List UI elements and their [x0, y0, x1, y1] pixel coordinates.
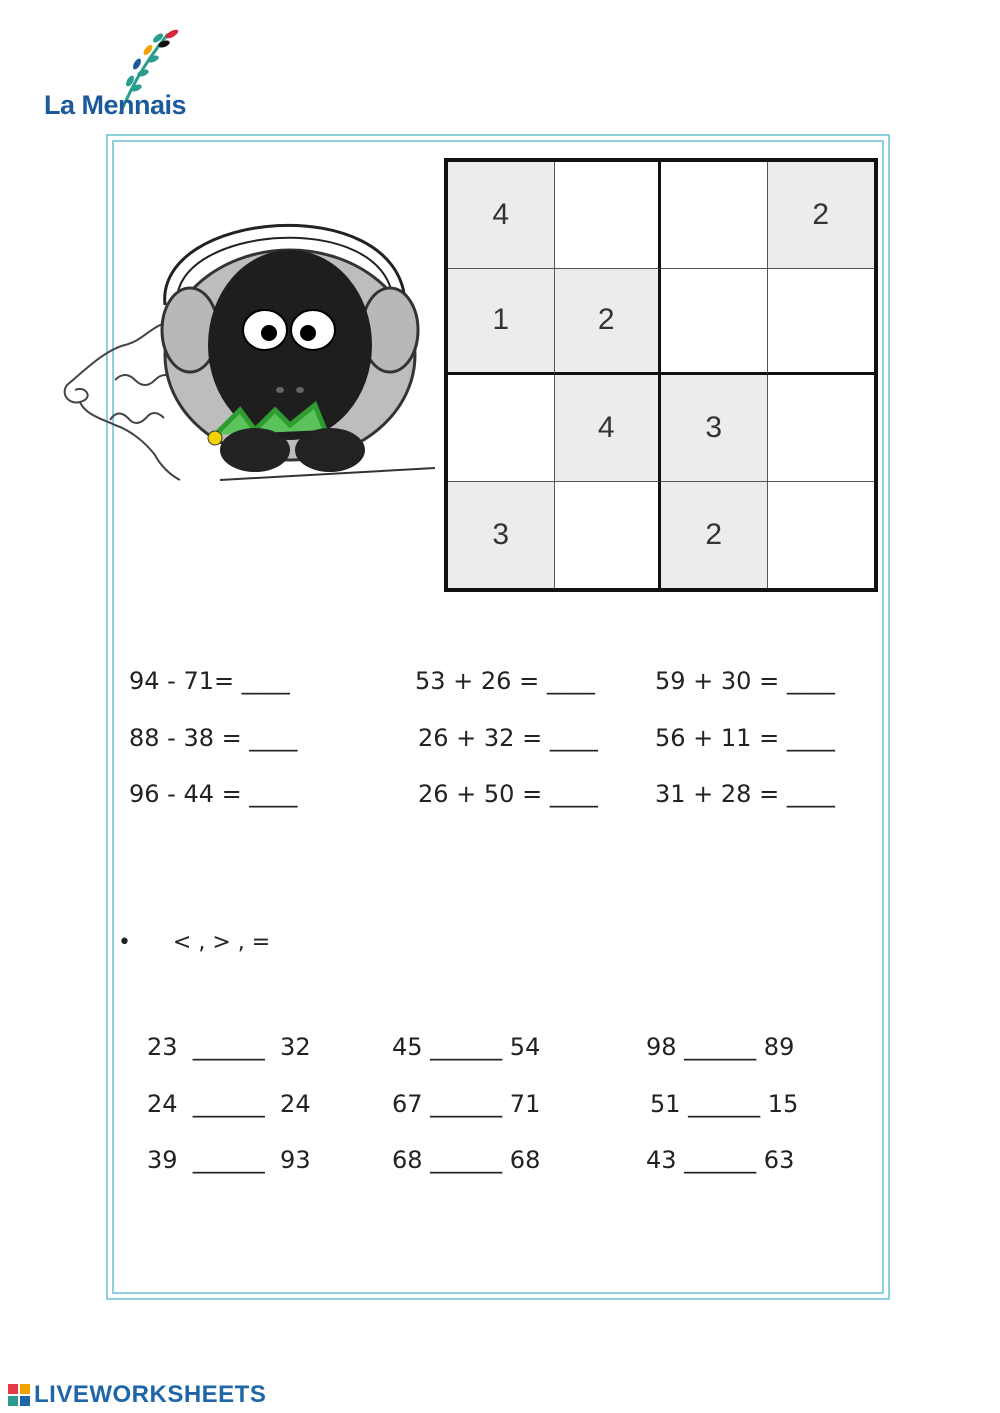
compare-symbols-hint: • < , > , =	[118, 930, 271, 955]
logo-text: La Mennais	[44, 90, 187, 120]
comparison-3-1: 39 ______ 93	[147, 1146, 311, 1174]
sudoku-cell[interactable]	[661, 162, 768, 269]
sudoku-cell[interactable]	[661, 269, 768, 376]
footer-brand-text: LIVEWORKSHEETS	[34, 1381, 267, 1408]
sudoku-cell[interactable]	[448, 375, 555, 482]
comparison-3-2: 68 ______ 68	[392, 1146, 541, 1174]
footer-brand	[8, 1380, 266, 1410]
sudoku-cell: 2	[768, 162, 875, 269]
sudoku-cell[interactable]	[768, 482, 875, 589]
equation-3-1: 96 - 44 = ____	[129, 780, 298, 808]
sudoku-cell: 2	[555, 269, 662, 376]
sheep-with-headphones-icon	[55, 180, 440, 490]
sudoku-cell[interactable]	[768, 375, 875, 482]
comparison-1-3: 98 ______ 89	[646, 1033, 795, 1061]
comparison-2-3: 51 ______ 15	[650, 1090, 799, 1118]
equation-2-1: 88 - 38 = ____	[129, 724, 298, 752]
sudoku-cell[interactable]	[555, 482, 662, 589]
sudoku-cell: 2	[661, 482, 768, 589]
equation-2-2: 26 + 32 = ____	[418, 724, 598, 752]
equation-1-3: 59 + 30 = ____	[655, 667, 835, 695]
equation-3-2: 26 + 50 = ____	[418, 780, 598, 808]
comparison-1-1: 23 ______ 32	[147, 1033, 311, 1061]
comparison-1-2: 45 ______ 54	[392, 1033, 541, 1061]
sudoku-cell: 4	[448, 162, 555, 269]
comparison-3-3: 43 ______ 63	[646, 1146, 795, 1174]
equation-1-2: 53 + 26 = ____	[415, 667, 595, 695]
sudoku-cell: 3	[448, 482, 555, 589]
sudoku-cell: 4	[555, 375, 662, 482]
sudoku-cell[interactable]	[768, 269, 875, 376]
equation-2-3: 56 + 11 = ____	[655, 724, 835, 752]
comparison-2-1: 24 ______ 24	[147, 1090, 311, 1118]
sudoku-cell: 1	[448, 269, 555, 376]
equation-3-3: 31 + 28 = ____	[655, 780, 835, 808]
sudoku-grid	[444, 158, 878, 592]
sudoku-cell: 3	[661, 375, 768, 482]
sudoku-cell[interactable]	[555, 162, 662, 269]
equation-1-1: 94 - 71= ____	[129, 667, 290, 695]
comparison-2-2: 67 ______ 71	[392, 1090, 541, 1118]
liveworksheets-logo-icon	[8, 1384, 30, 1406]
